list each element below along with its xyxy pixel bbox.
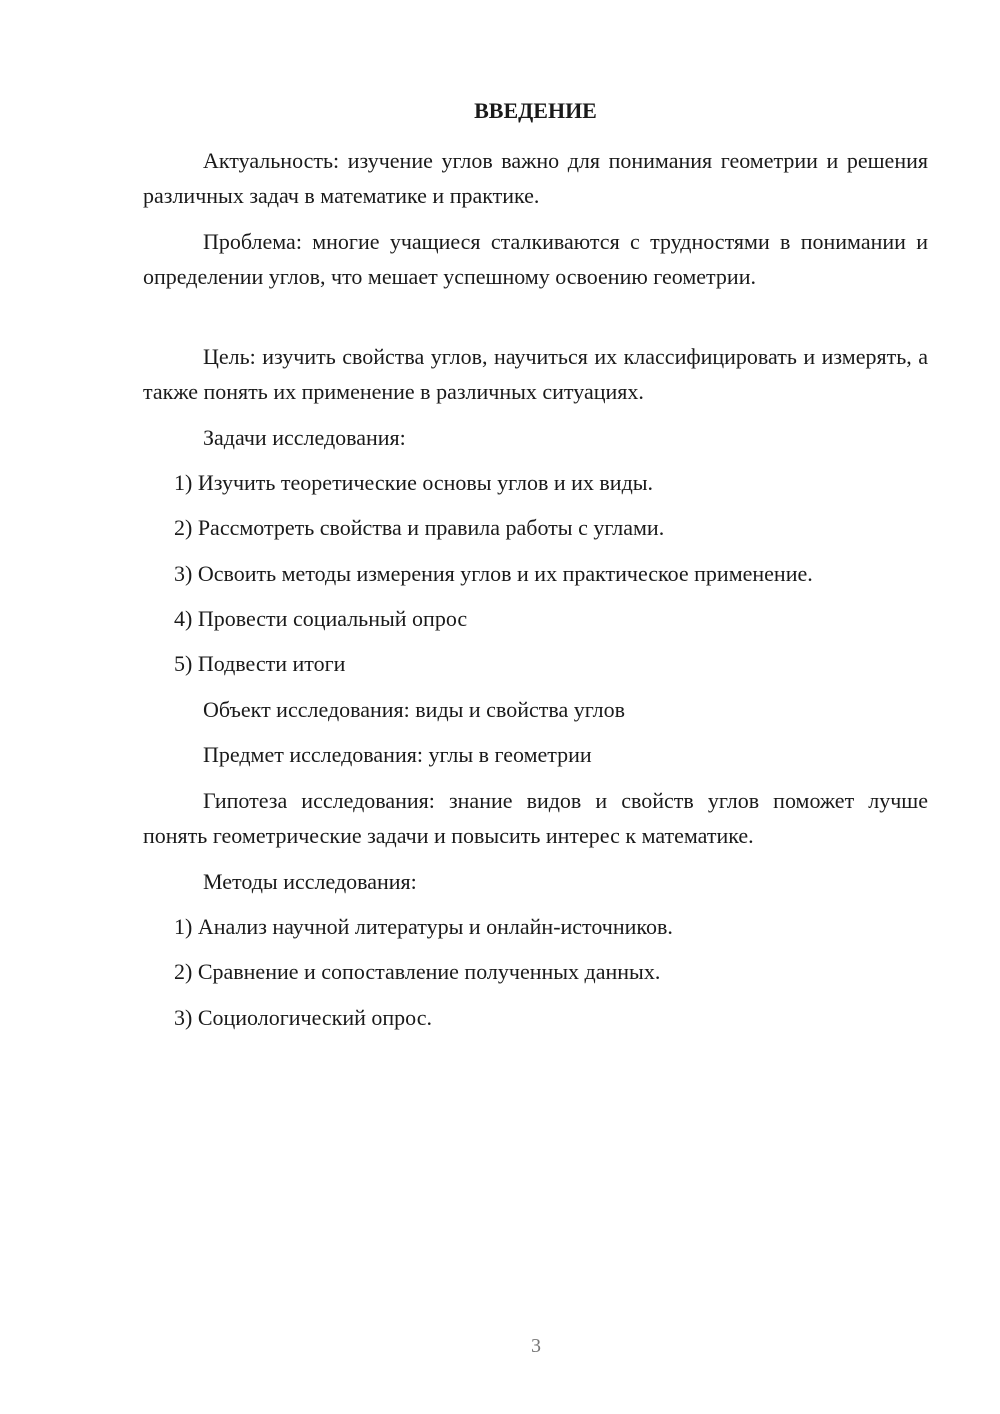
research-object-text: Объект исследования: виды и свойства углов — [203, 697, 625, 722]
methods-title — [143, 864, 928, 899]
hypothesis-paragraph — [143, 783, 928, 853]
research-subject — [143, 737, 928, 772]
relevance-paragraph — [143, 143, 928, 213]
page-number: 3 — [531, 1335, 541, 1357]
task-item-1 — [143, 465, 928, 500]
page-title: ВВЕДЕНИЕ — [474, 98, 597, 123]
problem-paragraph — [143, 224, 928, 294]
list-item: 4) Провести социальный опрос — [174, 606, 468, 631]
task-item-3 — [143, 556, 928, 591]
list-item: 1) Анализ научной литературы и онлайн-источников. — [174, 914, 673, 939]
list-item: 5) Подвести итоги — [174, 651, 346, 676]
list-item: 2) Рассмотреть свойства и правила работы с углами. — [174, 515, 665, 540]
list-item: 3) Освоить методы измерения углов и их практическое применение. — [174, 561, 813, 586]
task-item-5 — [143, 646, 928, 681]
task-item-2 — [143, 510, 928, 545]
research-subject-text: Предмет исследования: углы в геометрии — [203, 742, 592, 767]
list-item: 3) Социологический опрос. — [174, 1005, 432, 1030]
hypothesis-text: Гипотеза исследования: знание видов и свойств углов поможет лучше понять геометрические задачи и повысить интерес к математике. — [143, 788, 928, 848]
methods-title-text: Методы исследования: — [203, 869, 417, 894]
research-object — [143, 692, 928, 727]
list-item: 2) Сравнение и сопоставление полученных данных. — [174, 959, 661, 984]
goal-text: Цель: изучить свойства углов, научиться их классифицировать и измерять, а также понять их применение в различных ситуациях. — [143, 344, 928, 404]
tasks-title — [143, 420, 928, 455]
goal-paragraph — [143, 339, 928, 409]
method-item-1 — [143, 909, 928, 944]
list-item: 1) Изучить теоретические основы углов и их виды. — [174, 470, 654, 495]
problem-text: Проблема: многие учащиеся сталкиваются с трудностями в понимании и определении углов, что мешает успешному освоению геометрии. — [143, 229, 928, 289]
tasks-title-text: Задачи исследования: — [203, 425, 406, 450]
method-item-2 — [143, 954, 928, 989]
task-item-4 — [143, 601, 928, 636]
method-item-3 — [143, 1000, 928, 1035]
relevance-text: Актуальность: изучение углов важно для понимания геометрии и решения различных задач в математике и практике. — [143, 148, 928, 208]
